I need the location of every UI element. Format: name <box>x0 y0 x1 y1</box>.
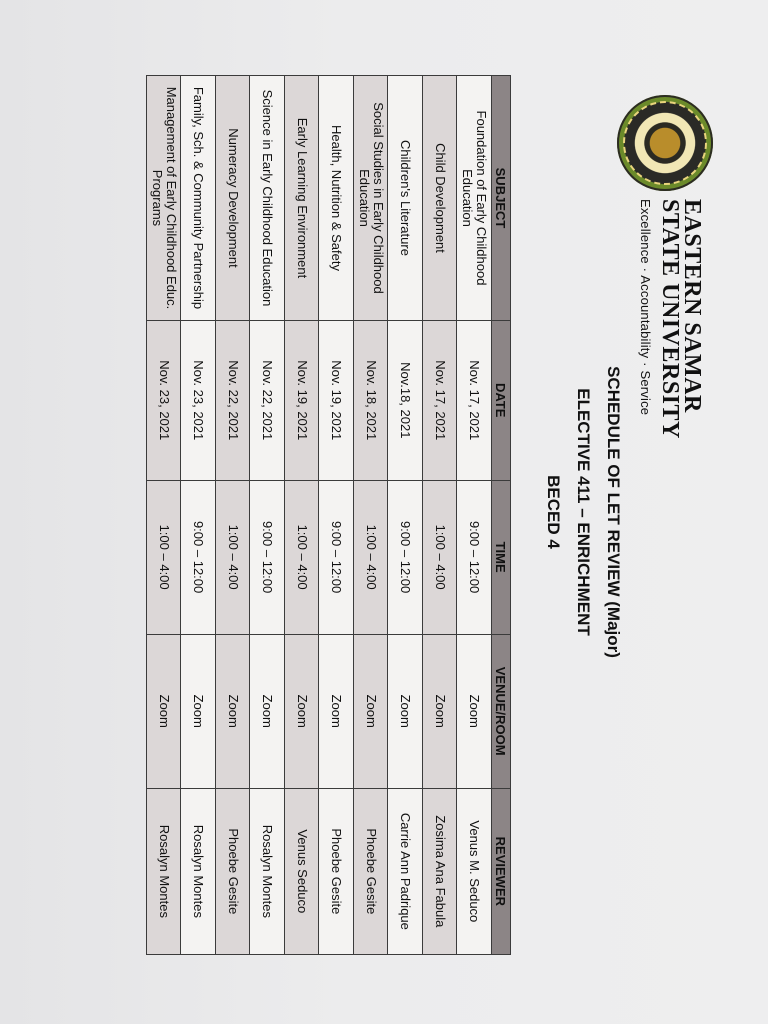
cell-subject: Management of Early Childhood Educ. Programs <box>147 76 182 321</box>
cell-time: 1:00 – 4:00 <box>216 480 251 634</box>
column-header-date: DATE <box>492 320 511 480</box>
cell-reviewer: Venus Seduco <box>285 788 320 954</box>
cell-reviewer: Phoebe Gesite <box>216 788 251 954</box>
cell-date: Nov. 18, 2021 <box>354 320 389 480</box>
column-header-time: TIME <box>492 480 511 634</box>
document-title: SCHEDULE OF LET REVIEW (Major) <box>604 366 623 658</box>
cell-time: 9:00 – 12:00 <box>319 480 354 634</box>
cell-reviewer: Carrie Ann Padrique <box>388 788 423 954</box>
table-row <box>319 76 354 955</box>
cell-reviewer: Venus M. Seduco <box>457 788 492 954</box>
cell-time: 9:00 – 12:00 <box>457 480 492 634</box>
cell-reviewer: Zosima Ana Fabula <box>423 788 458 954</box>
table-row <box>147 76 182 955</box>
cell-venue: Zoom <box>319 634 354 788</box>
cell-date: Nov. 23, 2021 <box>181 320 216 480</box>
cell-venue: Zoom <box>181 634 216 788</box>
cell-venue: Zoom <box>388 634 423 788</box>
document-section: BECED 4 <box>544 475 563 549</box>
document-titles <box>538 0 628 1024</box>
cell-date: Nov. 19, 2021 <box>319 320 354 480</box>
cell-time: 1:00 – 4:00 <box>285 480 320 634</box>
cell-date: Nov. 19, 2021 <box>285 320 320 480</box>
university-name-line1: EASTERN SAMAR <box>679 199 705 413</box>
cell-time: 9:00 – 12:00 <box>388 480 423 634</box>
cell-date: Nov. 17, 2021 <box>457 320 492 480</box>
cell-subject: Child Development <box>423 76 458 321</box>
table-row <box>388 76 423 955</box>
cell-reviewer: Rosalyn Montes <box>181 788 216 954</box>
table-row <box>285 76 320 955</box>
university-name-line2: STATE UNIVERSITY <box>657 199 683 439</box>
cell-time: 9:00 – 12:00 <box>250 480 285 634</box>
cell-time: 1:00 – 4:00 <box>147 480 182 634</box>
cell-time: 1:00 – 4:00 <box>423 480 458 634</box>
cell-date: Nov. 22, 2021 <box>250 320 285 480</box>
cell-date: Nov. 22, 2021 <box>216 320 251 480</box>
table-row <box>216 76 251 955</box>
column-header-venue: VENUE/ROOM <box>492 634 511 788</box>
cell-date: Nov. 23, 2021 <box>147 320 182 480</box>
column-header-subject: SUBJECT <box>492 76 511 321</box>
cell-venue: Zoom <box>354 634 389 788</box>
cell-reviewer: Phoebe Gesite <box>354 788 389 954</box>
university-motto: Excellence · Accountability · Service <box>638 199 653 416</box>
cell-subject: Numeracy Development <box>216 76 251 321</box>
cell-reviewer: Rosalyn Montes <box>147 788 182 954</box>
cell-date: Nov. 17, 2021 <box>423 320 458 480</box>
cell-reviewer: Rosalyn Montes <box>250 788 285 954</box>
cell-date: Nov.18, 2021 <box>388 320 423 480</box>
university-seal-icon <box>617 95 713 191</box>
cell-subject: Health, Nutrition & Safety <box>319 76 354 321</box>
table-body <box>147 76 492 955</box>
cell-reviewer: Phoebe Gesite <box>319 788 354 954</box>
column-header-reviewer: REVIEWER <box>492 788 511 954</box>
cell-venue: Zoom <box>250 634 285 788</box>
table-row <box>181 76 216 955</box>
cell-subject: Science in Early Childhood Education <box>250 76 285 321</box>
cell-venue: Zoom <box>457 634 492 788</box>
cell-venue: Zoom <box>147 634 182 788</box>
schedule-table <box>146 75 511 955</box>
cell-subject: Foundation of Early Childhood Education <box>457 76 492 321</box>
table-row <box>457 76 492 955</box>
cell-subject: Social Studies in Early Childhood Education <box>354 76 389 321</box>
table-row <box>423 76 458 955</box>
cell-time: 1:00 – 4:00 <box>354 480 389 634</box>
cell-venue: Zoom <box>216 634 251 788</box>
cell-subject: Children's Literature <box>388 76 423 321</box>
university-name <box>659 199 703 439</box>
cell-venue: Zoom <box>423 634 458 788</box>
cell-time: 9:00 – 12:00 <box>181 480 216 634</box>
table-row <box>250 76 285 955</box>
table-row <box>354 76 389 955</box>
table-header-row <box>492 76 511 955</box>
cell-subject: Family, Sch. & Community Partnership <box>181 76 216 321</box>
document-subtitle: ELECTIVE 411 – ENRICHMENT <box>574 388 593 636</box>
cell-venue: Zoom <box>285 634 320 788</box>
cell-subject: Early Learning Environment <box>285 76 320 321</box>
